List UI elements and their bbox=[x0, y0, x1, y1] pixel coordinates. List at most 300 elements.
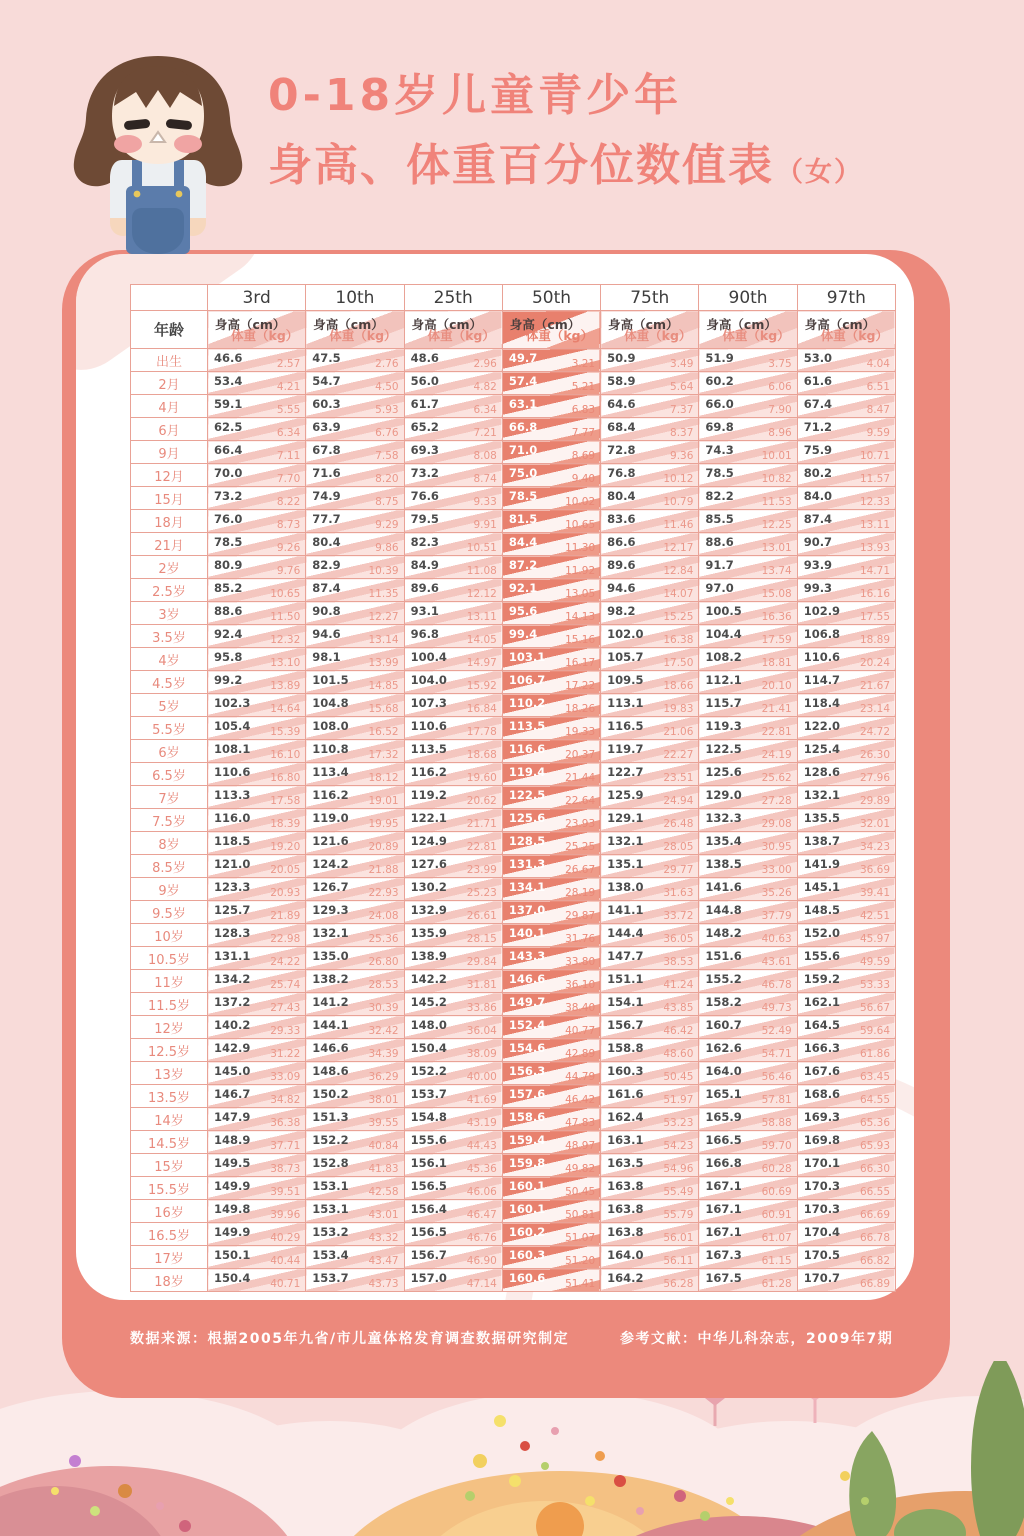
height-value: 153.2 bbox=[312, 1225, 349, 1239]
weight-value: 3.75 bbox=[768, 358, 792, 370]
value-cell bbox=[601, 533, 699, 556]
height-value: 116.5 bbox=[607, 719, 644, 733]
value-cell bbox=[208, 671, 306, 694]
height-value: 49.7 bbox=[508, 351, 538, 365]
height-value: 127.6 bbox=[410, 857, 447, 871]
value-cell bbox=[797, 556, 895, 579]
value-cell bbox=[797, 533, 895, 556]
age-cell: 15月 bbox=[131, 487, 208, 510]
value-cell bbox=[699, 510, 797, 533]
height-value: 62.5 bbox=[214, 420, 243, 434]
value-cell bbox=[404, 602, 502, 625]
table-row bbox=[131, 1016, 896, 1039]
height-value: 160.1 bbox=[508, 1179, 546, 1193]
weight-value: 37.71 bbox=[270, 1140, 301, 1152]
weight-value: 35.26 bbox=[761, 887, 792, 899]
value-cell bbox=[699, 579, 797, 602]
weight-value: 40.71 bbox=[270, 1278, 301, 1290]
value-cell bbox=[208, 556, 306, 579]
measure-header bbox=[306, 311, 404, 349]
weight-value: 10.71 bbox=[859, 450, 890, 462]
height-value: 170.3 bbox=[803, 1179, 841, 1193]
value-cell bbox=[306, 579, 404, 602]
value-cell bbox=[699, 1062, 797, 1085]
height-value: 124.2 bbox=[312, 857, 349, 871]
weight-value: 5.55 bbox=[276, 404, 301, 416]
value-cell bbox=[208, 1085, 306, 1108]
weight-value: 40.63 bbox=[761, 933, 792, 945]
height-value: 159.2 bbox=[803, 972, 841, 986]
title-gender-suffix: （女） bbox=[776, 157, 863, 188]
value-cell bbox=[208, 878, 306, 901]
height-value: 134.2 bbox=[214, 972, 251, 986]
height-value: 92.1 bbox=[508, 581, 538, 595]
weight-value: 45.97 bbox=[859, 933, 890, 945]
weight-value: 8.20 bbox=[375, 473, 399, 485]
value-cell bbox=[502, 832, 600, 855]
height-value: 95.6 bbox=[508, 604, 538, 618]
value-cell bbox=[699, 786, 797, 809]
weight-value: 6.83 bbox=[571, 404, 596, 416]
height-value: 104.8 bbox=[312, 696, 349, 710]
height-value: 166.8 bbox=[705, 1156, 742, 1170]
height-value: 113.5 bbox=[508, 719, 546, 733]
table-row bbox=[131, 418, 896, 441]
age-cell: 15岁 bbox=[131, 1154, 208, 1177]
weight-value: 33.80 bbox=[565, 956, 596, 968]
height-value: 159.4 bbox=[508, 1133, 546, 1147]
height-value: 164.5 bbox=[803, 1018, 841, 1032]
weight-value: 15.16 bbox=[565, 634, 596, 646]
weight-value: 23.51 bbox=[663, 772, 694, 784]
height-value: 144.4 bbox=[607, 926, 644, 940]
height-value: 167.5 bbox=[705, 1271, 742, 1285]
data-source-note: 数据来源：根据2005年九省/市儿童体格发育调查数据研究制定 bbox=[130, 1331, 570, 1347]
weight-value: 54.96 bbox=[663, 1163, 694, 1175]
height-value: 105.7 bbox=[607, 650, 644, 664]
value-cell bbox=[601, 993, 699, 1016]
value-cell bbox=[601, 464, 699, 487]
age-cell: 10.5岁 bbox=[131, 947, 208, 970]
weight-value: 22.93 bbox=[368, 887, 399, 899]
value-cell bbox=[208, 487, 306, 510]
height-value: 166.3 bbox=[803, 1041, 841, 1055]
height-value: 88.6 bbox=[214, 604, 243, 618]
value-cell bbox=[502, 1154, 600, 1177]
value-cell bbox=[208, 602, 306, 625]
value-cell bbox=[502, 924, 600, 947]
weight-value: 2.96 bbox=[473, 358, 497, 370]
weight-value: 47.14 bbox=[466, 1278, 497, 1290]
height-label: 身高（cm） bbox=[215, 317, 286, 332]
value-cell bbox=[404, 786, 502, 809]
value-cell bbox=[699, 671, 797, 694]
weight-value: 12.17 bbox=[663, 542, 694, 554]
value-cell bbox=[306, 855, 404, 878]
weight-value: 41.83 bbox=[368, 1163, 399, 1175]
height-value: 150.1 bbox=[214, 1248, 251, 1262]
weight-value: 23.99 bbox=[466, 864, 497, 876]
age-cell: 9岁 bbox=[131, 878, 208, 901]
weight-value: 14.85 bbox=[368, 680, 399, 692]
height-label: 身高（cm） bbox=[804, 317, 876, 332]
value-cell bbox=[208, 1246, 306, 1269]
height-value: 96.8 bbox=[410, 627, 439, 641]
height-value: 66.0 bbox=[705, 397, 734, 411]
weight-value: 36.10 bbox=[565, 979, 596, 991]
value-cell bbox=[601, 418, 699, 441]
height-value: 121.0 bbox=[214, 857, 251, 871]
weight-value: 36.69 bbox=[859, 864, 890, 876]
height-value: 59.1 bbox=[214, 397, 243, 411]
weight-value: 11.35 bbox=[368, 588, 399, 600]
weight-label: 体重（kg） bbox=[624, 328, 692, 343]
weight-value: 51.41 bbox=[565, 1278, 596, 1290]
height-value: 144.1 bbox=[312, 1018, 349, 1032]
weight-value: 9.59 bbox=[866, 427, 890, 439]
value-cell bbox=[601, 1154, 699, 1177]
age-cell: 18月 bbox=[131, 510, 208, 533]
weight-value: 10.02 bbox=[565, 496, 596, 508]
height-value: 144.8 bbox=[705, 903, 742, 917]
value-cell bbox=[601, 901, 699, 924]
height-value: 159.8 bbox=[508, 1156, 546, 1170]
age-cell: 13岁 bbox=[131, 1062, 208, 1085]
value-cell bbox=[208, 625, 306, 648]
height-value: 131.1 bbox=[214, 949, 251, 963]
height-value: 167.1 bbox=[705, 1225, 742, 1239]
weight-value: 29.87 bbox=[565, 910, 596, 922]
height-value: 109.5 bbox=[607, 673, 644, 687]
value-cell bbox=[502, 717, 600, 740]
weight-value: 46.47 bbox=[466, 1209, 497, 1221]
height-value: 53.0 bbox=[803, 351, 833, 365]
weight-value: 8.37 bbox=[670, 427, 694, 439]
weight-value: 60.28 bbox=[761, 1163, 792, 1175]
weight-value: 38.09 bbox=[466, 1048, 497, 1060]
value-cell bbox=[208, 418, 306, 441]
value-cell bbox=[306, 533, 404, 556]
table-row bbox=[131, 556, 896, 579]
weight-value: 21.44 bbox=[565, 772, 596, 784]
weight-value: 26.30 bbox=[859, 749, 890, 761]
weight-value: 51.07 bbox=[565, 1232, 596, 1244]
height-value: 56.0 bbox=[410, 374, 439, 388]
value-cell bbox=[502, 740, 600, 763]
height-value: 132.9 bbox=[410, 903, 447, 917]
value-cell bbox=[797, 441, 895, 464]
height-value: 87.4 bbox=[312, 581, 341, 595]
height-value: 160.6 bbox=[508, 1271, 546, 1285]
height-value: 76.6 bbox=[410, 489, 439, 503]
height-value: 89.6 bbox=[410, 581, 439, 595]
value-cell bbox=[502, 993, 600, 1016]
height-value: 137.2 bbox=[214, 995, 251, 1009]
weight-value: 43.85 bbox=[663, 1002, 694, 1014]
height-value: 148.2 bbox=[705, 926, 742, 940]
value-cell bbox=[699, 1131, 797, 1154]
weight-value: 8.73 bbox=[276, 519, 301, 531]
value-cell bbox=[502, 349, 600, 372]
weight-value: 61.28 bbox=[761, 1278, 792, 1290]
height-value: 167.6 bbox=[803, 1064, 841, 1078]
height-value: 149.5 bbox=[214, 1156, 251, 1170]
corner-cell bbox=[131, 285, 208, 311]
value-cell bbox=[306, 625, 404, 648]
value-cell bbox=[797, 763, 895, 786]
table-row bbox=[131, 1039, 896, 1062]
height-value: 94.6 bbox=[312, 627, 341, 641]
value-cell bbox=[404, 1085, 502, 1108]
height-value: 69.8 bbox=[705, 420, 734, 434]
weight-value: 15.08 bbox=[761, 588, 792, 600]
value-cell bbox=[208, 464, 306, 487]
weight-value: 50.81 bbox=[565, 1209, 596, 1221]
value-cell bbox=[404, 694, 502, 717]
weight-value: 20.10 bbox=[761, 680, 792, 692]
weight-value: 17.22 bbox=[565, 680, 596, 692]
weight-value: 59.70 bbox=[761, 1140, 792, 1152]
value-cell bbox=[404, 1200, 502, 1223]
value-cell bbox=[306, 717, 404, 740]
weight-value: 13.89 bbox=[270, 680, 301, 692]
weight-value: 37.79 bbox=[761, 910, 792, 922]
value-cell bbox=[306, 924, 404, 947]
age-cell: 6.5岁 bbox=[131, 763, 208, 786]
table-row bbox=[131, 878, 896, 901]
weight-value: 22.98 bbox=[270, 933, 301, 945]
weight-value: 56.67 bbox=[859, 1002, 890, 1014]
weight-value: 7.90 bbox=[768, 404, 792, 416]
table-row bbox=[131, 1200, 896, 1223]
weight-value: 29.08 bbox=[761, 818, 792, 830]
value-cell bbox=[306, 1039, 404, 1062]
weight-value: 16.16 bbox=[859, 588, 890, 600]
value-cell bbox=[502, 901, 600, 924]
height-value: 142.9 bbox=[214, 1041, 251, 1055]
weight-value: 22.81 bbox=[761, 726, 792, 738]
height-value: 125.4 bbox=[803, 742, 841, 756]
age-cell: 3.5岁 bbox=[131, 625, 208, 648]
age-cell: 12岁 bbox=[131, 1016, 208, 1039]
height-value: 138.0 bbox=[607, 880, 644, 894]
height-value: 73.2 bbox=[410, 466, 439, 480]
weight-value: 39.55 bbox=[368, 1117, 399, 1129]
height-value: 134.1 bbox=[508, 880, 546, 894]
weight-value: 23.93 bbox=[565, 818, 596, 830]
value-cell bbox=[502, 510, 600, 533]
height-value: 155.6 bbox=[803, 949, 841, 963]
height-value: 145.2 bbox=[410, 995, 447, 1009]
weight-value: 18.68 bbox=[466, 749, 497, 761]
value-cell bbox=[797, 418, 895, 441]
value-cell bbox=[208, 1177, 306, 1200]
weight-value: 25.23 bbox=[466, 887, 497, 899]
height-value: 46.6 bbox=[214, 351, 243, 365]
weight-value: 16.80 bbox=[270, 772, 301, 784]
height-value: 147.9 bbox=[214, 1110, 251, 1124]
value-cell bbox=[699, 924, 797, 947]
height-value: 162.6 bbox=[705, 1041, 742, 1055]
value-cell bbox=[306, 832, 404, 855]
value-cell bbox=[208, 372, 306, 395]
height-value: 100.4 bbox=[410, 650, 447, 664]
value-cell bbox=[797, 1269, 895, 1292]
weight-value: 29.89 bbox=[859, 795, 890, 807]
height-value: 132.1 bbox=[607, 834, 644, 848]
weight-value: 2.57 bbox=[276, 358, 301, 370]
height-value: 98.2 bbox=[607, 604, 636, 618]
weight-value: 43.61 bbox=[761, 956, 792, 968]
value-cell bbox=[306, 487, 404, 510]
value-cell bbox=[208, 901, 306, 924]
value-cell bbox=[601, 625, 699, 648]
height-value: 103.1 bbox=[508, 650, 546, 664]
height-value: 122.1 bbox=[410, 811, 447, 825]
height-label: 身高（cm） bbox=[706, 317, 777, 332]
height-value: 85.2 bbox=[214, 581, 243, 595]
weight-value: 46.90 bbox=[466, 1255, 497, 1267]
weight-value: 13.01 bbox=[761, 542, 792, 554]
weight-value: 66.55 bbox=[859, 1186, 890, 1198]
weight-value: 25.25 bbox=[565, 841, 596, 853]
value-cell bbox=[699, 395, 797, 418]
height-value: 145.0 bbox=[214, 1064, 251, 1078]
height-value: 66.8 bbox=[508, 420, 538, 434]
age-cell: 7岁 bbox=[131, 786, 208, 809]
value-cell bbox=[502, 579, 600, 602]
weight-value: 12.12 bbox=[466, 588, 497, 600]
value-cell bbox=[404, 487, 502, 510]
weight-value: 28.53 bbox=[368, 979, 399, 991]
value-cell bbox=[208, 1269, 306, 1292]
weight-value: 11.50 bbox=[270, 611, 301, 623]
title-line-1: 0-18岁儿童青少年 bbox=[268, 70, 683, 121]
height-value: 91.7 bbox=[705, 558, 734, 572]
value-cell bbox=[699, 1177, 797, 1200]
age-cell: 出生 bbox=[131, 349, 208, 372]
weight-value: 16.52 bbox=[368, 726, 399, 738]
table-row bbox=[131, 349, 896, 372]
age-cell: 5岁 bbox=[131, 694, 208, 717]
table-row bbox=[131, 441, 896, 464]
height-value: 157.6 bbox=[508, 1087, 546, 1101]
weight-value: 46.06 bbox=[466, 1186, 497, 1198]
weight-value: 6.51 bbox=[866, 381, 890, 393]
height-value: 94.6 bbox=[607, 581, 636, 595]
height-value: 163.8 bbox=[607, 1202, 644, 1216]
height-value: 70.0 bbox=[214, 466, 243, 480]
height-value: 125.7 bbox=[214, 903, 251, 917]
weight-value: 13.14 bbox=[368, 634, 399, 646]
weight-value: 18.39 bbox=[270, 818, 301, 830]
age-cell: 15.5岁 bbox=[131, 1177, 208, 1200]
value-cell bbox=[797, 740, 895, 763]
value-cell bbox=[797, 809, 895, 832]
height-value: 53.4 bbox=[214, 374, 243, 388]
height-value: 152.0 bbox=[803, 926, 841, 940]
height-value: 100.5 bbox=[705, 604, 742, 618]
weight-value: 17.32 bbox=[368, 749, 399, 761]
weight-value: 2.76 bbox=[375, 358, 399, 370]
value-cell bbox=[502, 786, 600, 809]
table-row bbox=[131, 625, 896, 648]
value-cell bbox=[601, 809, 699, 832]
height-value: 99.4 bbox=[508, 627, 538, 641]
height-value: 156.7 bbox=[410, 1248, 447, 1262]
value-cell bbox=[601, 878, 699, 901]
value-cell bbox=[699, 694, 797, 717]
weight-value: 65.93 bbox=[859, 1140, 890, 1152]
value-cell bbox=[699, 878, 797, 901]
height-value: 153.7 bbox=[410, 1087, 447, 1101]
weight-value: 39.96 bbox=[270, 1209, 301, 1221]
value-cell bbox=[306, 556, 404, 579]
height-value: 84.9 bbox=[410, 558, 439, 572]
value-cell bbox=[502, 694, 600, 717]
weight-value: 19.20 bbox=[270, 841, 301, 853]
weight-value: 42.58 bbox=[368, 1186, 399, 1198]
value-cell bbox=[502, 1016, 600, 1039]
value-cell bbox=[601, 1269, 699, 1292]
height-value: 140.1 bbox=[508, 926, 546, 940]
height-value: 104.0 bbox=[410, 673, 447, 687]
age-cell: 2岁 bbox=[131, 556, 208, 579]
value-cell bbox=[404, 901, 502, 924]
weight-value: 24.08 bbox=[368, 910, 399, 922]
weight-value: 34.23 bbox=[859, 841, 890, 853]
value-cell bbox=[208, 395, 306, 418]
weight-value: 28.15 bbox=[466, 933, 497, 945]
height-value: 158.8 bbox=[607, 1041, 644, 1055]
value-cell bbox=[797, 993, 895, 1016]
percentile-header: 25th bbox=[404, 285, 502, 311]
height-value: 149.8 bbox=[214, 1202, 251, 1216]
weight-value: 56.46 bbox=[761, 1071, 792, 1083]
height-value: 170.1 bbox=[803, 1156, 841, 1170]
value-cell bbox=[699, 441, 797, 464]
height-value: 82.3 bbox=[410, 535, 439, 549]
weight-value: 66.82 bbox=[859, 1255, 890, 1267]
value-cell bbox=[797, 1223, 895, 1246]
value-cell bbox=[306, 464, 404, 487]
age-cell: 6月 bbox=[131, 418, 208, 441]
weight-value: 26.67 bbox=[565, 864, 596, 876]
weight-value: 21.67 bbox=[859, 680, 890, 692]
weight-value: 20.05 bbox=[270, 864, 301, 876]
value-cell bbox=[404, 648, 502, 671]
weight-value: 8.96 bbox=[768, 427, 792, 439]
weight-value: 53.23 bbox=[663, 1117, 694, 1129]
weight-value: 7.21 bbox=[473, 427, 497, 439]
weight-value: 4.82 bbox=[473, 381, 497, 393]
height-value: 76.0 bbox=[214, 512, 243, 526]
weight-value: 15.92 bbox=[466, 680, 497, 692]
height-value: 131.3 bbox=[508, 857, 546, 871]
percentile-header: 10th bbox=[306, 285, 404, 311]
percentile-header: 90th bbox=[699, 285, 797, 311]
height-value: 165.1 bbox=[705, 1087, 742, 1101]
weight-value: 31.81 bbox=[466, 979, 497, 991]
value-cell bbox=[797, 1200, 895, 1223]
height-value: 51.9 bbox=[705, 351, 734, 365]
weight-value: 24.19 bbox=[761, 749, 792, 761]
value-cell bbox=[601, 579, 699, 602]
height-value: 161.6 bbox=[607, 1087, 644, 1101]
value-cell bbox=[797, 1039, 895, 1062]
value-cell bbox=[306, 1085, 404, 1108]
weight-value: 6.06 bbox=[768, 381, 792, 393]
